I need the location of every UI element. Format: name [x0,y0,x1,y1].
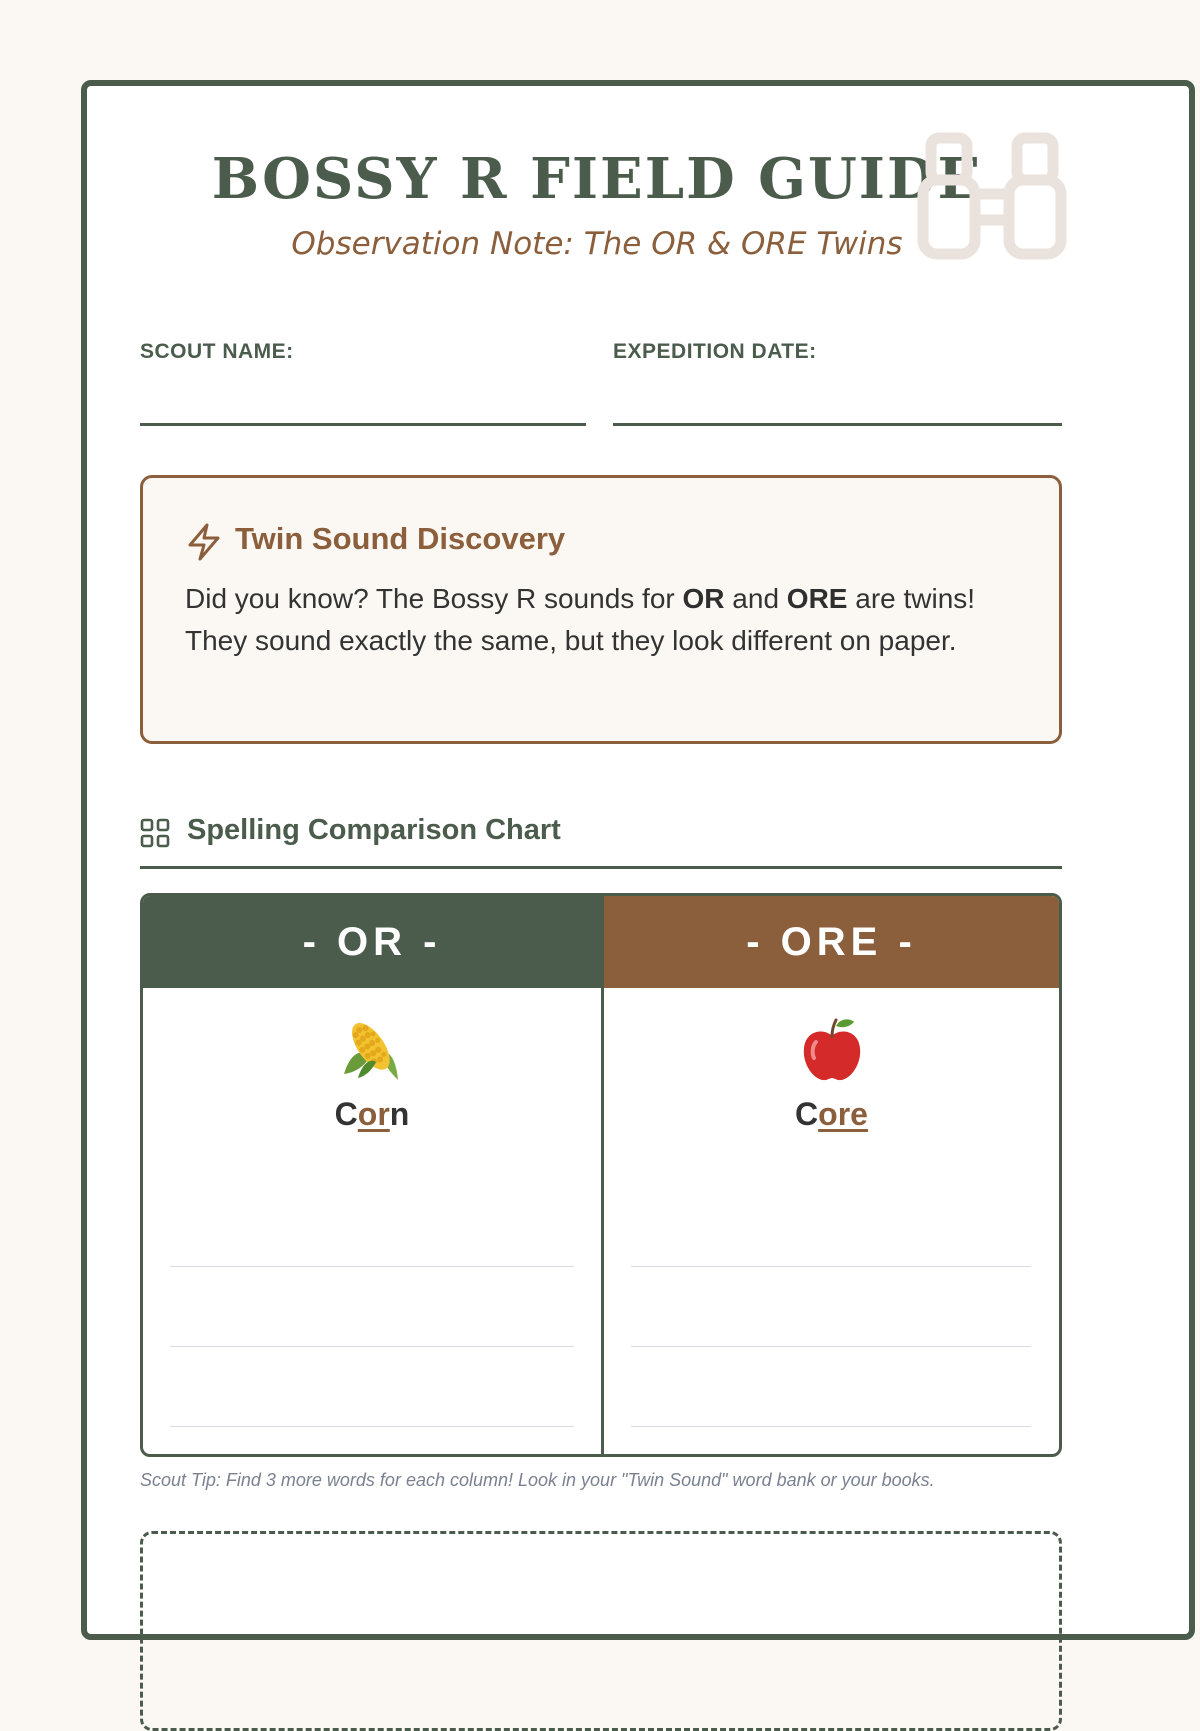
or-column [143,896,604,1454]
chart-section-title: Spelling Comparison Chart [187,814,561,846]
page-title: BOSSY R FIELD GUIDE [211,146,983,212]
scout-tip: Scout Tip: Find 3 more words for each column! Look in your "Twin Sound" word bank or your books. [140,1470,935,1490]
scout-name-line[interactable] [140,423,586,426]
scout-name-label: SCOUT NAME: [140,340,294,363]
expedition-date-line[interactable] [613,423,1062,426]
or-column-header: - OR - [143,896,601,988]
ore-write-line-1[interactable] [631,1266,1031,1267]
grid-icon [140,818,170,848]
corn-icon [336,1014,408,1086]
ore-column-header: - ORE - [604,896,1059,988]
expedition-date-label: EXPEDITION DATE: [613,340,817,363]
or-write-line-1[interactable] [170,1266,574,1267]
or-write-line-2[interactable] [170,1346,574,1347]
or-bold: OR [682,583,725,614]
ore-column [604,896,1059,1454]
or-write-line-3[interactable] [170,1426,574,1427]
page-subtitle: Observation Note: The OR & ORE Twins [291,226,903,262]
example-word-corn: Corn [334,1096,410,1132]
ore-write-line-2[interactable] [631,1346,1031,1347]
section-divider [140,866,1062,869]
discovery-box [140,475,1062,744]
discovery-text: Did you know? The Bossy R sounds for OR and ORE are twins! They sound exactly the same, but they look different on paper. [185,583,976,656]
binoculars-icon [917,128,1067,262]
discovery-title: Twin Sound Discovery [235,521,566,556]
example-word-core: Core [795,1096,868,1132]
apple-icon [796,1014,868,1086]
ore-write-line-3[interactable] [631,1426,1031,1427]
worksheet-page [81,80,1195,1640]
spelling-comparison-table [140,893,1062,1457]
ore-bold: ORE [786,583,848,614]
lightning-icon [185,522,223,562]
drawing-area[interactable] [140,1531,1062,1731]
